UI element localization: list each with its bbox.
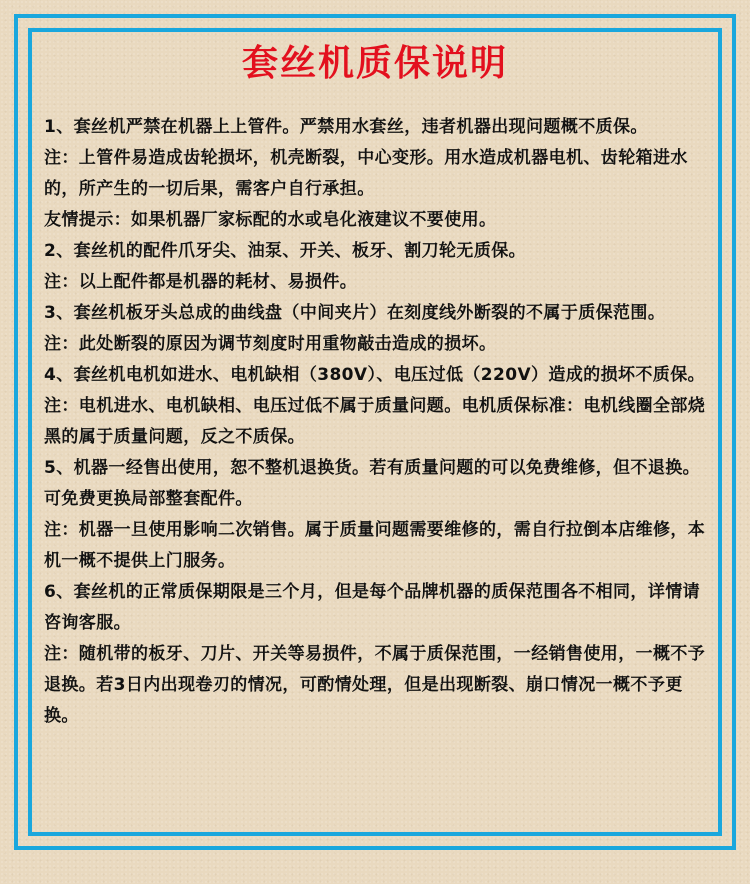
note-4: 注：电机进水、电机缺相、电压过低不属于质量问题。电机质保标准：电机线圈全部烧黑的属于质量问题，反之不质保。	[44, 396, 706, 447]
note-3: 注：此处断裂的原因为调节刻度时用重物敲击造成的损坏。	[44, 334, 497, 354]
paragraph-6: 6、套丝机的正常质保期限是三个月，但是每个品牌机器的质保范围各不相同，详情请咨询客服。	[44, 582, 701, 633]
warranty-content	[44, 112, 714, 732]
note-1: 注：上管件易造成齿轮损坏，机壳断裂，中心变形。用水造成机器电机、齿轮箱进水的，所产生的一切后果，需客户自行承担。	[44, 148, 688, 199]
paragraph-5: 5、机器一经售出使用，恕不整机退换货。若有质量问题的可以免费维修，但不退换。可免费更换局部整套配件。	[44, 458, 701, 509]
friendly-tip: 友情提示：如果机器厂家标配的水或皂化液建议不要使用。	[44, 210, 497, 230]
paragraph-3: 3、套丝机板牙头总成的曲线盘（中间夹片）在刻度线外断裂的不属于质保范围。	[44, 303, 666, 323]
paragraph-1: 1、套丝机严禁在机器上上管件。严禁用水套丝，违者机器出现问题概不质保。	[44, 117, 648, 137]
page-title: 套丝机质保说明	[241, 43, 508, 84]
note-5: 注：机器一旦使用影响二次销售。属于质量问题需要维修的，需自行拉倒本店维修，本机一概不提供上门服务。	[44, 520, 706, 571]
paragraph-4: 4、套丝机电机如进水、电机缺相（380V）、电压过低（220V）造成的损坏不质保。	[44, 365, 706, 385]
note-6: 注：随机带的板牙、刀片、开关等易损件，不属于质保范围，一经销售使用，一概不予退换。若3日内出现卷刃的情况，可酌情处理，但是出现断裂、崩口情况一概不予更换。	[44, 644, 706, 726]
paragraph-2: 2、套丝机的配件爪牙尖、油泵、开关、板牙、割刀轮无质保。	[44, 241, 527, 261]
note-2: 注：以上配件都是机器的耗材、易损件。	[44, 272, 358, 292]
